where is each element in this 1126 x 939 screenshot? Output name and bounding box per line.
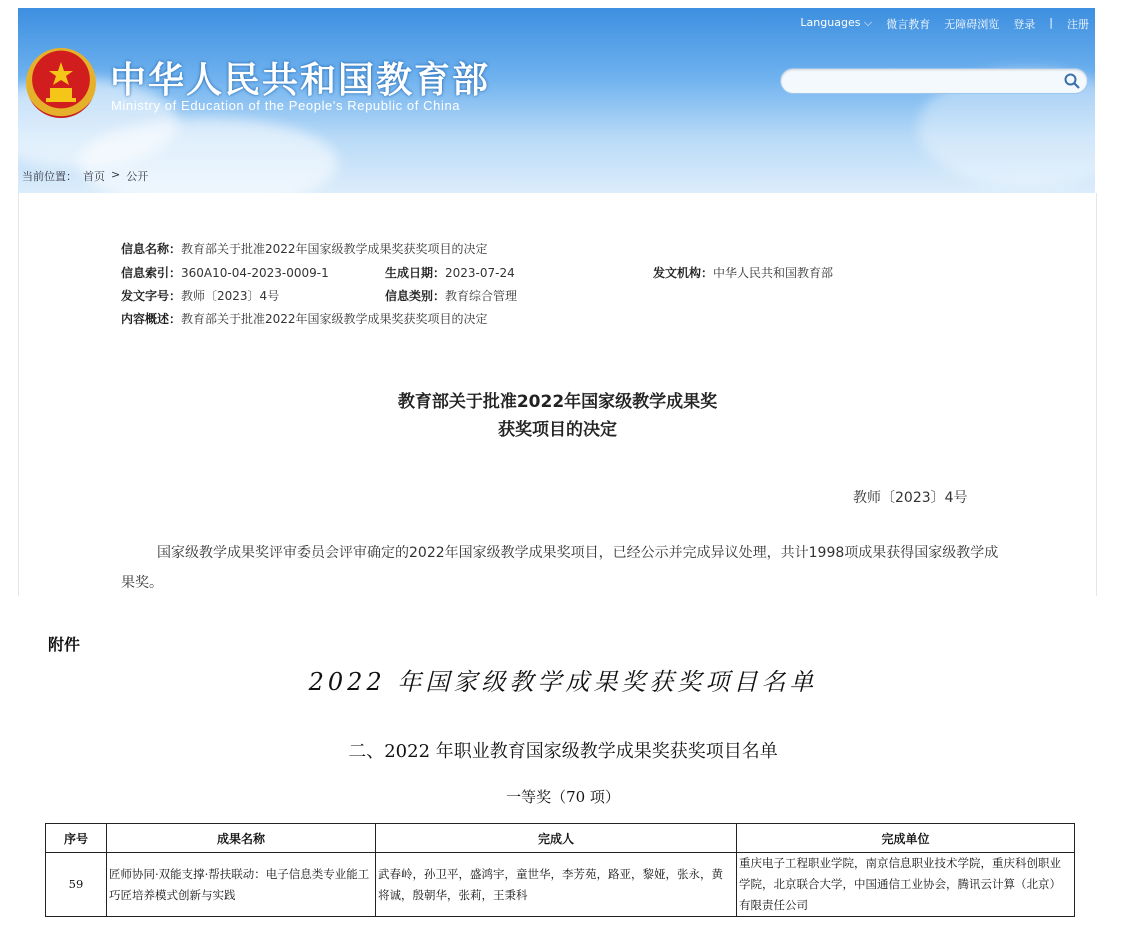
info-name-row	[121, 240, 488, 257]
awards-table	[45, 823, 1075, 917]
info-issuer-label: 发文机构：	[653, 266, 714, 280]
info-docnum-row	[121, 287, 279, 304]
col-header-units: 完成单位	[737, 824, 1075, 853]
search-icon[interactable]	[1063, 72, 1081, 90]
attachment-section-title: 二、2022 年职业教育国家级教学成果奖获奖项目名单	[348, 741, 778, 762]
cell-name: 匠师协同·双能支撑·帮扶联动：电子信息类专业能工巧匠培养模式创新与实践	[107, 853, 376, 917]
accessible-browse-link[interactable]: 无障碍浏览	[944, 18, 1000, 31]
search-input[interactable]	[791, 71, 1055, 91]
document-title-line2: 获奖项目的决定	[498, 420, 617, 440]
col-header-people: 完成人	[376, 824, 737, 853]
languages-link[interactable]: Languages ⌵	[800, 16, 873, 29]
col-header-name: 成果名称	[107, 824, 376, 853]
info-category-label: 信息类别：	[385, 289, 446, 303]
attachment-list-title: 2022 年国家级教学成果奖获奖项目名单	[308, 668, 818, 696]
breadcrumb-prefix: 当前位置：	[22, 170, 77, 183]
info-issuer-row	[653, 264, 833, 281]
info-summary-label: 内容概述：	[121, 312, 182, 326]
info-summary-row	[121, 310, 488, 327]
site-title[interactable]: 中华人民共和国教育部	[110, 59, 491, 101]
document-number: 教师〔2023〕4号	[853, 490, 968, 506]
info-summary-value: 教育部关于批准2022年国家级教学成果奖获奖项目的决定	[181, 312, 488, 326]
document-panel	[18, 193, 1097, 596]
document-paragraph: 国家级教学成果奖评审委员会评审确定的2022年国家级教学成果奖项目，已经公示并完成异议处理，共计1998项成果获得国家级教学成果奖。	[121, 545, 999, 591]
national-emblem-icon	[26, 48, 96, 118]
col-header-number: 序号	[46, 824, 107, 853]
info-docnum-value: 教师〔2023〕4号	[181, 289, 280, 303]
table-row	[46, 853, 1075, 917]
info-issuer-value: 中华人民共和国教育部	[713, 266, 834, 280]
info-index-label: 信息索引：	[121, 266, 182, 280]
info-index-row	[121, 264, 329, 281]
info-name-value: 教育部关于批准2022年国家级教学成果奖获奖项目的决定	[181, 242, 488, 256]
breadcrumb-current-link[interactable]: 公开	[126, 170, 149, 183]
site-title-english: Ministry of Education of the People's Republic of China	[111, 98, 461, 113]
info-category-value: 教育综合管理	[445, 289, 518, 303]
breadcrumb-home-link[interactable]: 首页	[83, 170, 105, 183]
breadcrumb-separator: >	[111, 168, 121, 181]
info-category-row	[385, 287, 517, 304]
info-date-label: 生成日期：	[385, 266, 446, 280]
register-link[interactable]: 注册	[1067, 18, 1089, 31]
info-index-value: 360A10-04-2023-0009-1	[181, 266, 329, 280]
nav-separator: |	[1049, 16, 1053, 29]
cell-number: 59	[46, 853, 107, 917]
weibo-link[interactable]: 微言教育	[886, 18, 931, 31]
attachment-label: 附件	[48, 635, 81, 654]
breadcrumb	[22, 168, 148, 184]
table-header-row	[46, 824, 1075, 853]
login-link[interactable]: 登录	[1013, 18, 1036, 31]
info-docnum-label: 发文字号：	[121, 289, 182, 303]
cell-people: 武春岭，孙卫平，盛鸿宇，童世华，李芳苑，路亚，黎娅，张永，黄将诚，殷朝华，张莉，王秉科	[376, 853, 737, 917]
info-name-label: 信息名称：	[121, 242, 182, 256]
site-header	[18, 8, 1095, 193]
search-box	[780, 68, 1088, 94]
info-date-row	[385, 264, 515, 281]
top-nav	[800, 16, 1089, 32]
award-level-title: 一等奖（70 项）	[506, 788, 620, 806]
document-title-line1: 教育部关于批准2022年国家级教学成果奖	[397, 392, 718, 412]
cell-units: 重庆电子工程职业学院，南京信息职业技术学院，重庆科创职业学院，北京联合大学，中国通信工业协会，腾讯云计算（北京）有限责任公司	[737, 853, 1075, 917]
info-date-value: 2023-07-24	[445, 266, 515, 280]
